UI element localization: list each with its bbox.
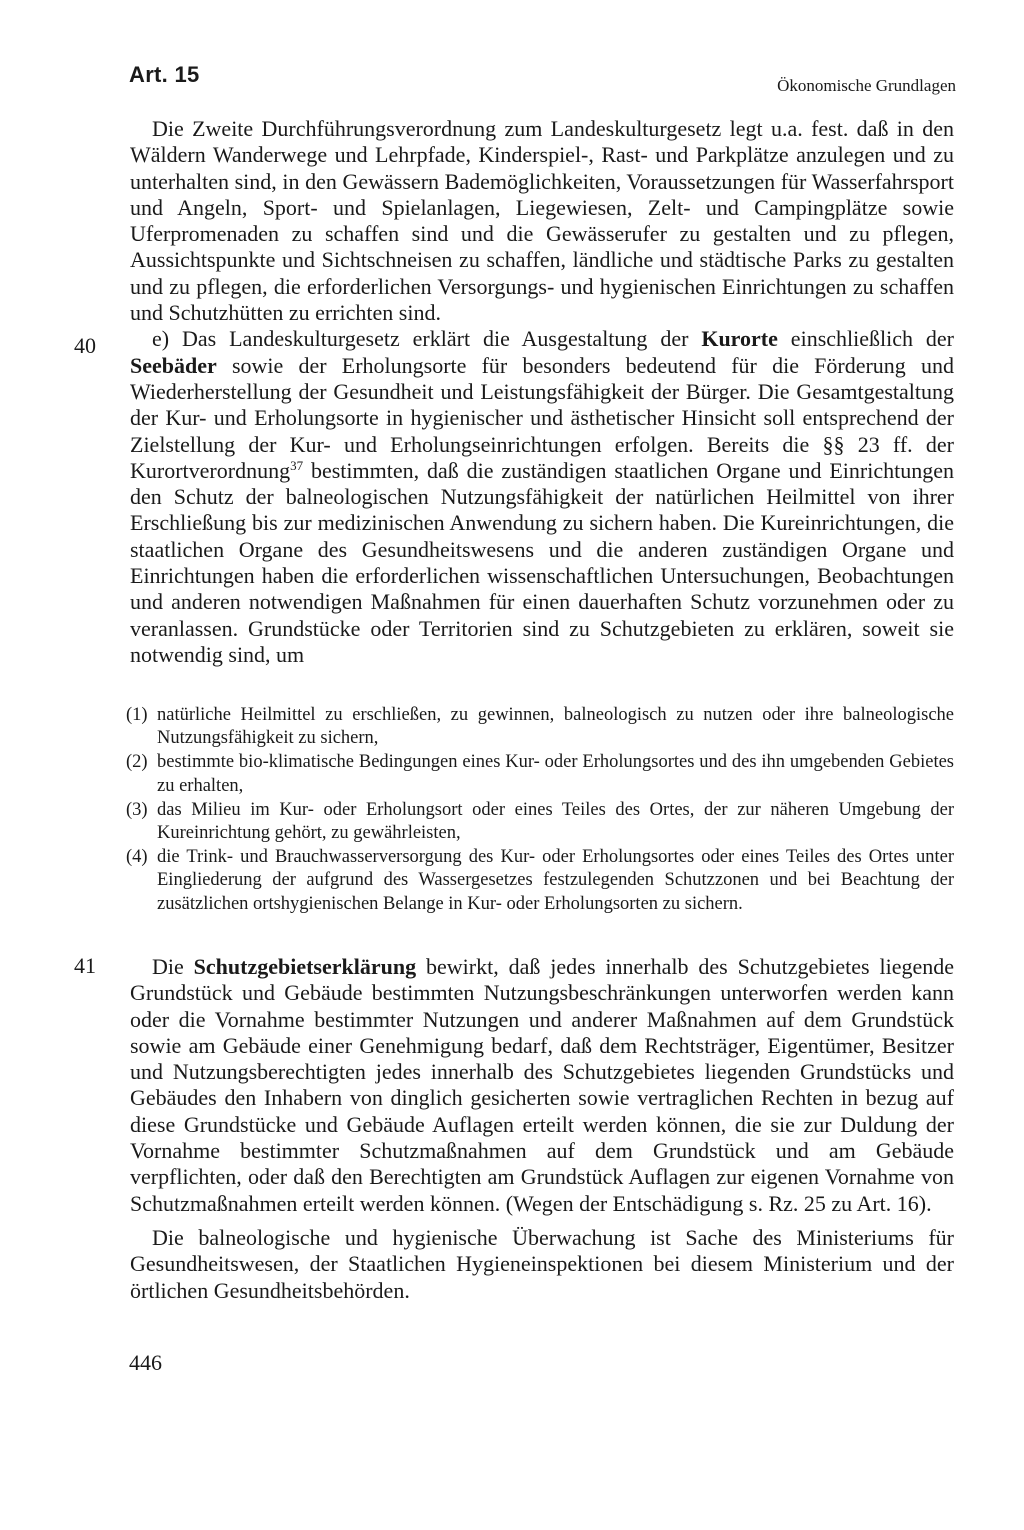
list-item-text: die Trink- und Brauchwasserversorgung des Kur- oder Erholungsortes oder eines Teiles des Ortes unter Eingliederung der aufgrund des Wassergesetzes festzulegenden Schutzzonen und bei Beachtung der zusätzlichen ortshygienischen Belange in Kur- oder Erholungsorten zu sichern. bbox=[157, 847, 954, 914]
list-item-text: das Milieu im Kur- oder Erholungsort oder eines Teiles des Ortes, der zur näheren Umgebung der Kureinrichtung gehört, zu gewährleisten, bbox=[157, 799, 954, 844]
bold-term-seebaeder: Seebäder bbox=[130, 352, 217, 378]
list-item-number: (2) bbox=[126, 752, 148, 773]
list-item-number: (4) bbox=[126, 847, 148, 868]
list-item-number: (3) bbox=[126, 799, 148, 820]
paragraph-40 bbox=[130, 326, 954, 668]
list-item-1 bbox=[126, 704, 954, 750]
bold-term-schutzgebietserklaerung: Schutzgebietserklärung bbox=[193, 954, 417, 979]
bold-term-kurorte: Kurorte bbox=[701, 326, 778, 352]
page-number: 446 bbox=[129, 1350, 162, 1375]
footnote-ref-37: 37 bbox=[290, 457, 304, 473]
body-block-bottom bbox=[130, 954, 954, 1304]
list-item-text: bestimmte bio-klimatische Bedingungen eines Kur- oder Erholungsortes und des ihn umgebenden Gebietes zu erhalten, bbox=[157, 752, 954, 796]
paragraph-41-text-1: Die bbox=[152, 954, 194, 979]
margin-number-41: 41 bbox=[74, 953, 96, 978]
list-item-number: (1) bbox=[126, 705, 148, 725]
list-item-text: natürliche Heilmittel zu erschließen, zu gewinnen, balneologisch zu nutzen oder ihre balneologische Nutzungsfähigkeit zu sichern, bbox=[157, 705, 954, 749]
list-item-3 bbox=[126, 799, 954, 845]
paragraph-40-text-2: einschließlich der bbox=[777, 326, 954, 352]
margin-number-40: 40 bbox=[74, 333, 96, 358]
numbered-list bbox=[126, 704, 954, 917]
paragraph-intro: Die Zweite Durchführungsverordnung zum Landeskulturgesetz legt u.a. fest. daß in den Wäldern Wanderwege und Lehrpfade, Kinderspiel-, Rast- und Parkplätze anzulegen und zu unterhalten sind, in den Gewässern Bademöglichkeiten, Voraussetzungen für Wasserfahrsport und Angeln, Sport- und Spielanlagen, Liegewiesen, Zelt- und Campingplätze sowie Uferpromenaden zu schaffen sind und die Gewässerufer zu gestalten und zu pflegen, Aussichtspunkte und Sichtschneisen zu schaffen, ländliche und städtische Parks zu gestalten und zu pflegen, die erforderlichen Versorgungs- und hygienischen Einrichtungen zu schaffen und Schutzhütten zu errichten sind. bbox=[130, 116, 954, 326]
paragraph-41 bbox=[130, 954, 954, 1217]
paragraph-40-text-1: e) Das Landeskulturgesetz erklärt die Ausgestaltung der bbox=[152, 326, 702, 352]
list-item-2 bbox=[126, 751, 954, 797]
paragraph-40-text-4: bestimmten, daß die zuständigen staatlichen Organe und Einrichtungen den Schutz der balneologischen Nutzungsfähigkeit der natürlichen Heilmittel von ihrer Erschließung bis zur medizinischen Anwendung zu sichern haben. Die Kureinrichtungen, die staatlichen Organe des Gesundheitswesens und die anderen zuständigen Organe und Einrichtungen haben die erforderlichen wissenschaftlichen Untersuchungen, Beobachtungen und anderen notwendigen Maßnahmen für einen dauerhaften Schutz vorzunehmen oder zu veranlassen. Grundstücke oder Territorien sind zu Schutzgebieten zu erklären, soweit sie notwendig sind, um bbox=[130, 457, 954, 667]
running-header-article: Art. 15 bbox=[129, 62, 200, 87]
paragraph-41-text-2: bewirkt, daß jedes innerhalb des Schutzgebietes liegende Grundstück und Gebäude bestimmten Nutzungsbeschränkungen unterworfen werden kann oder die Vornahme bestimmter Nutzungen und anderer Maßnahmen auf dem Grundstück sowie am Gebäude einer Genehmigung bedarf, daß dem Rechtsträger, Eigentümer, Besitzer und Nutzungsberechtigten jedes innerhalb des Schutzgebietes liegenden Grundstücks und Gebäudes den Inhabern von dinglich gesicherten sowie vertraglichen Rechten in bezug auf diese Grundstücke und Gebäude Auflagen erteilt werden können, die sie zur Duldung der Vornahme bestimmter Schutzmaßnahmen auf dem Grundstück und am Gebäude verpflichten, oder daß den Berechtigten am Grundstück Auflagen zur eigenen Vornahme von Schutzmaßnahmen erteilt werden können. (Wegen der Entschädigung s. Rz. 25 zu Art. 16). bbox=[130, 954, 954, 1216]
running-header-section: Ökonomische Grundlagen bbox=[777, 76, 956, 95]
body-block-top bbox=[130, 116, 954, 668]
paragraph-surveillance: Die balneologische und hygienische Überwachung ist Sache des Ministeriums für Gesundheitswesen, der Staatlichen Hygieneinspektionen bei diesem Ministerium und der örtlichen Gesundheitsbehörden. bbox=[130, 1224, 954, 1303]
paragraph-40-text-3: sowie der Erholungsorte für besonders bedeutend für die Förderung und Wiederherstellung der Gesundheit und Leistungsfähigkeit der Bürger. Die Gesamtgestaltung der Kur- und Erholungsorte in hygienischer und ästhetischer Hinsicht soll entsprechend der Zielstellung der Kur- und Erholungseinrichtungen erfolgen. Bereits die §§ 23 ff. der Kurortverordnung bbox=[130, 352, 954, 483]
list-item-4 bbox=[126, 846, 954, 916]
